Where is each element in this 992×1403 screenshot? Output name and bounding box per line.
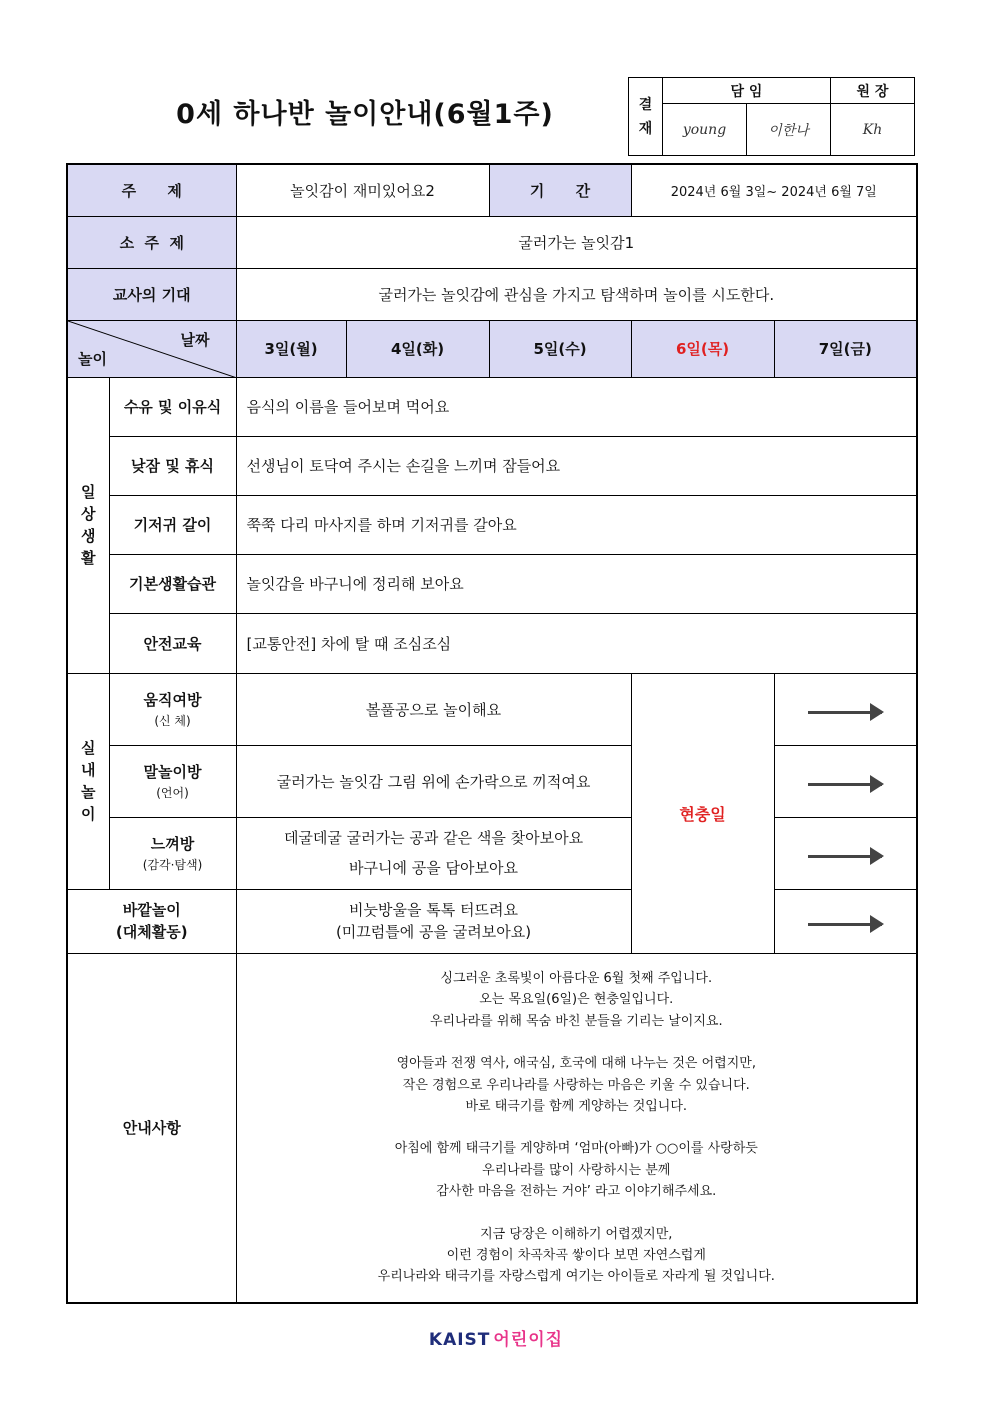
outdoor-value: 비눗방울을 톡톡 터뜨려요 (미끄럼틀에 공을 굴려보아요) bbox=[236, 889, 631, 953]
arrow-right-icon bbox=[808, 855, 882, 858]
approval-box bbox=[628, 77, 915, 156]
signature-1: young bbox=[663, 104, 747, 156]
indoor-row-label: 느껴방 (감각·탐색) bbox=[109, 817, 236, 889]
daily-row-label: 안전교육 bbox=[109, 613, 236, 673]
indoor-group-label: 실 내 놀 이 bbox=[67, 673, 109, 889]
arrow-cell bbox=[774, 889, 917, 953]
theme-label: 주 제 bbox=[67, 164, 236, 216]
signature-2: 이한나 bbox=[747, 104, 831, 156]
logo-text-kaist: KAIST bbox=[428, 1330, 491, 1350]
plan-table bbox=[66, 163, 918, 1304]
daily-row-value: 음식의 이름을 들어보며 먹어요 bbox=[236, 377, 917, 436]
arrow-right-icon bbox=[808, 783, 882, 786]
director-label: 원 장 bbox=[831, 78, 915, 104]
kaist-logo bbox=[0, 1325, 992, 1350]
arrow-cell bbox=[774, 673, 917, 745]
day-thu: 6일(목) bbox=[631, 320, 774, 377]
teacher-label: 담 임 bbox=[663, 78, 831, 104]
daily-row-value: 놀잇감을 바구니에 정리해 보아요 bbox=[236, 554, 917, 613]
day-tue: 4일(화) bbox=[346, 320, 489, 377]
period-label: 기 간 bbox=[489, 164, 631, 216]
daily-row-value: [교통안전] 차에 탈 때 조심조심 bbox=[236, 613, 917, 673]
expect-label: 교사의 기대 bbox=[67, 268, 236, 320]
daily-row-label: 기본생활습관 bbox=[109, 554, 236, 613]
daily-row-value: 선생님이 토닥여 주시는 손길을 느끼며 잠들어요 bbox=[236, 436, 917, 495]
outdoor-label: 바깥놀이 (대체활동) bbox=[67, 889, 236, 953]
daily-row-label: 기저귀 갈이 bbox=[109, 495, 236, 554]
subtheme-label: 소 주 제 bbox=[67, 216, 236, 268]
date-word: 날짜 bbox=[180, 330, 210, 349]
notice-label: 안내사항 bbox=[67, 953, 236, 1303]
days-corner bbox=[67, 320, 236, 377]
subtheme-value: 굴러가는 놀잇감1 bbox=[236, 216, 917, 268]
daily-row-value: 쭉쭉 다리 마사지를 하며 기저귀를 갈아요 bbox=[236, 495, 917, 554]
expect-value: 굴러가는 놀잇감에 관심을 가지고 탐색하며 놀이를 시도한다. bbox=[236, 268, 917, 320]
page-title: 0세 하나반 놀이안내(6월1주) bbox=[176, 99, 554, 130]
daily-life-group-label: 일 상 생 활 bbox=[67, 377, 109, 673]
arrow-cell bbox=[774, 817, 917, 889]
indoor-row-value: 굴러가는 놀잇감 그림 위에 손가락으로 끼적여요 bbox=[236, 745, 631, 817]
signature-3: Kh bbox=[831, 104, 915, 156]
daily-row-label: 수유 및 이유식 bbox=[109, 377, 236, 436]
indoor-row-label: 말놀이방 (언어) bbox=[109, 745, 236, 817]
play-word: 놀이 bbox=[78, 349, 107, 368]
arrow-cell bbox=[774, 745, 917, 817]
day-fri: 7일(금) bbox=[774, 320, 917, 377]
arrow-right-icon bbox=[808, 923, 882, 926]
daily-row-label: 낮잠 및 휴식 bbox=[109, 436, 236, 495]
logo-text-kindergarten: 어린이집 bbox=[493, 1330, 564, 1350]
holiday-cell: 현충일 bbox=[631, 673, 774, 953]
indoor-row-label: 움직여방 (신 체) bbox=[109, 673, 236, 745]
notice-content: 싱그러운 초록빛이 아름다운 6월 첫째 주입니다. 오는 목요일(6일)은 현충일입니다. 우리나라를 위해 목숨 바친 분들을 기리는 날이지요. 영아들과 전쟁 역사, 애국심, 호국에 대해 나누는 것은 어렵지만, 작은 경험으로 우리나라를 사랑하는 마음은 키울 수 있습니다. 바로 태극기를 함께 게양하는 것입니다. 아침에 함께 태극기를 게양하며 ‘엄마(아빠)가 ○○이를 사랑하듯 우리나라를 많이 사랑하시는 분께 감사한 마음을 전하는 거야’ 라고 이야기해주세요. 지금 당장은 이해하기 어렵겠지만, 이런 경험이 차곡차곡 쌓이다 보면 자연스럽게 우리나라와 태극기를 자랑스럽게 여기는 아이들로 자라게 될 것입니다. bbox=[236, 953, 917, 1303]
theme-value: 놀잇감이 재미있어요2 bbox=[236, 164, 489, 216]
indoor-row-value: 데굴데굴 굴러가는 공과 같은 색을 찾아보아요 바구니에 공을 담아보아요 bbox=[236, 817, 631, 889]
day-mon: 3일(월) bbox=[236, 320, 346, 377]
day-wed: 5일(수) bbox=[489, 320, 631, 377]
indoor-row-value: 볼풀공으로 놀이해요 bbox=[236, 673, 631, 745]
approval-label: 결 재 bbox=[629, 78, 663, 156]
arrow-right-icon bbox=[808, 711, 882, 714]
period-value: 2024년 6월 3일~ 2024년 6월 7일 bbox=[631, 164, 917, 216]
